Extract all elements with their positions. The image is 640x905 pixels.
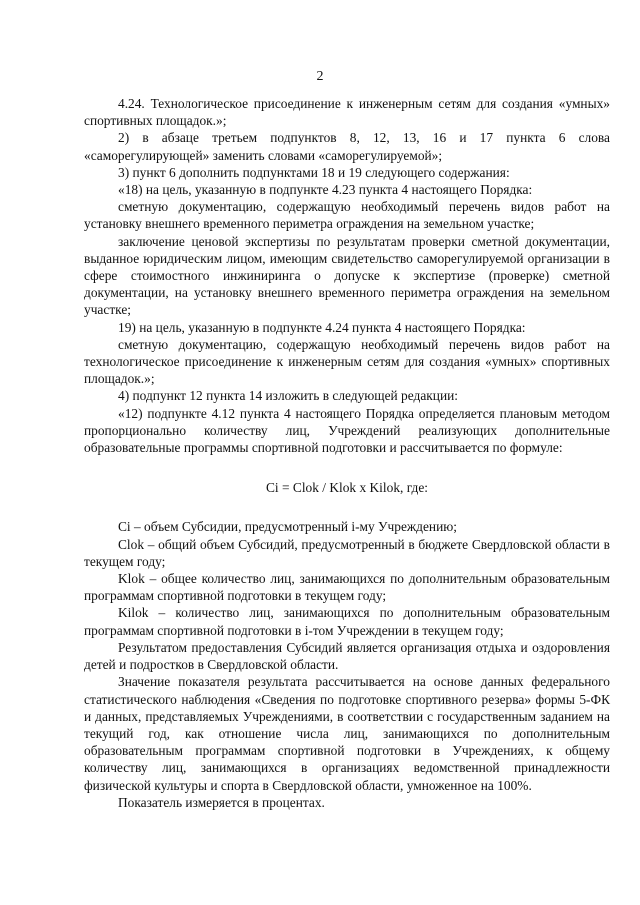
definition-kilok: Kilok – количество лиц, занимающихся по дополнительным образовательным программам спортивной подготовки в i-том Учреждении в текущем году; [84, 605, 610, 638]
definition-clok: Clok – общий объем Субсидий, предусмотренный в бюджете Свердловской области в текущем году; [84, 536, 610, 569]
paragraph: 4) подпункт 12 пункта 14 изложить в следующей редакции: [118, 388, 458, 404]
definition-klok: Klok – общее количество лиц, занимающихся по дополнительным образовательным программам спортивной подготовки в текущем году; [84, 571, 610, 604]
paragraph: «18) на цель, указанную в подпункте 4.23 пункта 4 настоящего Порядка: [118, 182, 533, 198]
paragraph: 4.24. Технологическое присоединение к инженерным сетям для создания «умных» спортивных площадок.»; [84, 96, 610, 129]
paragraph: «12) подпункте 4.12 пункта 4 настоящего Порядка определяется плановым методом пропорционально количеству лиц, Учреждений реализующих дополнительные образовательные программы спортивной подготовки и рассчитывается по формуле: [84, 405, 610, 456]
paragraph: 3) пункт 6 дополнить подпунктами 18 и 19 следующего содержания: [118, 164, 510, 180]
paragraph: 19) на цель, указанную в подпункте 4.24 пункта 4 настоящего Порядка: [118, 319, 526, 335]
paragraph: заключение ценовой экспертизы по результатам проверки сметной документации, выданное юридическим лицом, имеющим свидетельство саморегулируемой организации в сфере стоимостного инжиниринга о допуске к экспертизе (проверке) сметной документации, на установку внешнего временного периметра ограждения на земельном участке; [84, 233, 610, 318]
paragraph: 2) в абзаце третьем подпунктов 8, 12, 13, 16 и 17 пункта 6 слова «саморегулирующей» заменить словами «саморегулируемой»; [84, 130, 610, 163]
measurement-paragraph: Показатель измеряется в процентах. [118, 794, 325, 810]
page-number: 2 [316, 69, 324, 84]
result-paragraph: Результатом предоставления Субсидий является организация отдыха и оздоровления детей и подростков в Свердловской области. [84, 639, 610, 673]
definition-ci: Ci – объем Субсидии, предусмотренный i-му Учреждению; [118, 519, 457, 535]
indicator-paragraph: Значение показателя результата рассчитывается на основе данных федерального статистического наблюдения «Сведения по подготовке спортивного резерва» формы 5-ФК и данных, представляемых Учреждениями, в соответствии с государственным заданием на текущий год, как отношение числа лиц, занимающихся по дополнительным образовательным программам спортивной подготовки в Учреждениях, к общему количеству лиц, занимающихся в организациях ведомственной принадлежности физической культуры и спорта в Свердловской области, умноженное на 100%. [84, 674, 610, 793]
paragraph: сметную документацию, содержащую необходимый перечень видов работ на технологическое присоединение к инженерным сетям для создания «умных» спортивных площадок.»; [84, 336, 610, 387]
formula: Ci = Clok / Klok x Kilok, где: [265, 480, 429, 496]
document-body [84, 95, 610, 811]
paragraph: сметную документацию, содержащую необходимый перечень видов работ на установку внешнего временного периметра ограждения на земельном участке; [84, 199, 610, 232]
